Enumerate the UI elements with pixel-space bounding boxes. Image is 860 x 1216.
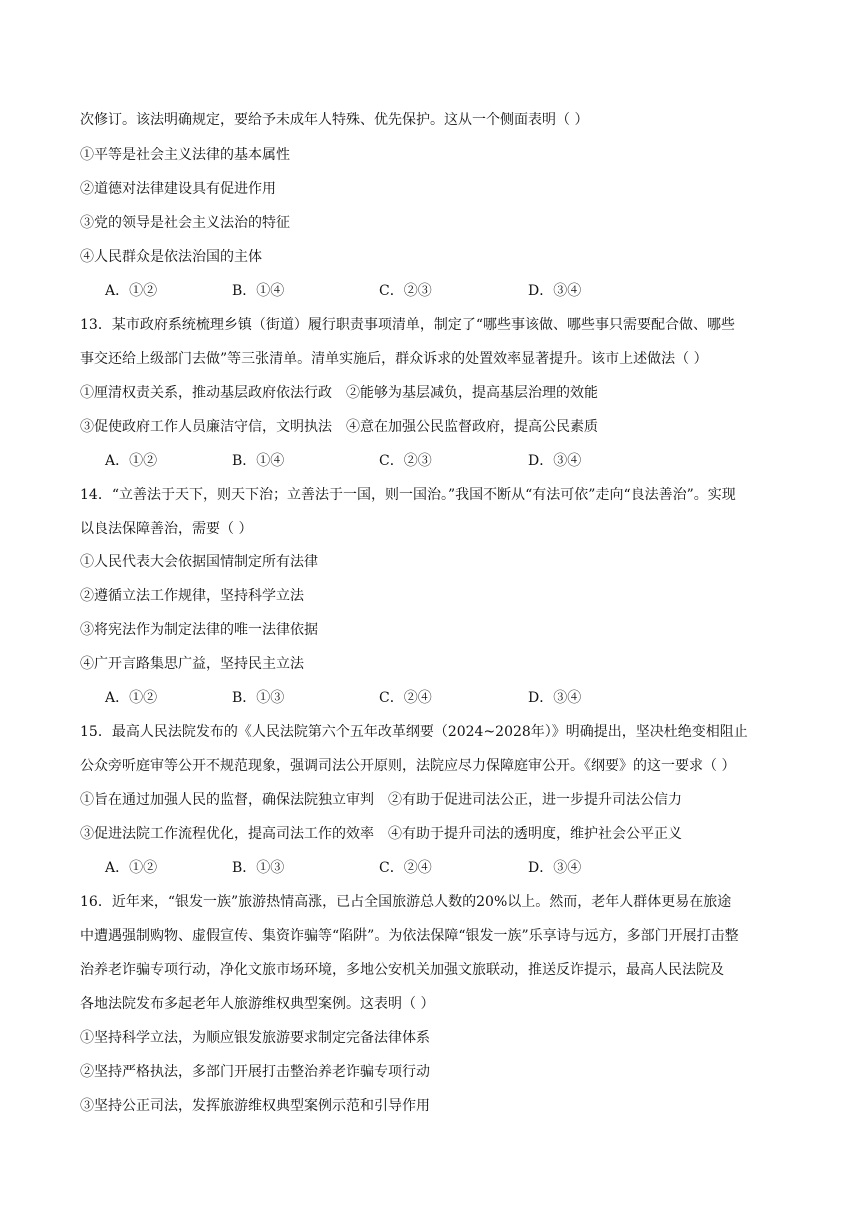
statement-item: ②坚持严格执法，多部门开展打击整治养老诈骗专项行动 [80, 1064, 430, 1080]
question-stem: 次修订。该法明确规定，要给予未成年人特殊、优先保护。这从一个侧面表明（ ） [80, 112, 589, 128]
statement-item: ①人民代表大会依据国情制定所有法律 [80, 554, 318, 570]
statement-item: ③将宪法作为制定法律的唯一法律依据 [80, 622, 318, 638]
question-stem: 各地法院发布多起老年人旅游维权典型案例。这表明（ ） [80, 996, 435, 1012]
option-c[interactable]: C．②③ [379, 453, 432, 469]
question-stem: 以良法保障善治，需要（ ） [80, 521, 253, 537]
question-stem: 14．“立善法于天下，则天下治；立善法于一国，则一国治。”我国不断从“有法可依”走向“良法善治”。实现 [80, 487, 736, 503]
statement-item: ④人民群众是依法治国的主体 [80, 249, 262, 265]
option-d[interactable]: D．③④ [528, 690, 582, 706]
option-d[interactable]: D．③④ [528, 860, 582, 876]
statement-item: ①平等是社会主义法律的基本属性 [80, 147, 290, 163]
option-a[interactable]: A．①② [105, 690, 158, 706]
option-a[interactable]: A．①② [105, 453, 158, 469]
question-stem: 事交还给上级部门去做”等三张清单。清单实施后，群众诉求的处置效率显著提升。该市上述做法（ ） [80, 351, 708, 367]
option-b[interactable]: B．①④ [232, 283, 285, 299]
statement-item: ③党的领导是社会主义法治的特征 [80, 215, 290, 231]
option-d[interactable]: D．③④ [528, 283, 582, 299]
statement-item: ③促使政府工作人员廉洁守信，文明执法 ④意在加强公民监督政府，提高公民素质 [80, 419, 598, 435]
statement-item: ④广开言路集思广益，坚持民主立法 [80, 656, 304, 672]
option-c[interactable]: C．②④ [379, 860, 432, 876]
option-b[interactable]: B．①③ [232, 690, 285, 706]
statement-item: ②道德对法律建设具有促进作用 [80, 181, 276, 197]
question-stem: 16．近年来，“银发一族”旅游热情高涨，已占全国旅游总人数的20%以上。然而，老年人群体更易在旅途 [80, 894, 732, 910]
statement-item: ②遵循立法工作规律，坚持科学立法 [80, 588, 304, 604]
statement-item: ③促进法院工作流程优化，提高司法工作的效率 ④有助于提升司法的透明度，维护社会公平正义 [80, 826, 682, 842]
statement-item: ③坚持公正司法，发挥旅游维权典型案例示范和引导作用 [80, 1098, 430, 1114]
statement-item: ①旨在通过加强人民的监督，确保法院独立审判 ②有助于促进司法公正，进一步提升司法公信力 [80, 792, 682, 808]
option-b[interactable]: B．①③ [232, 860, 285, 876]
question-stem: 治养老诈骗专项行动，净化文旅市场环境，多地公安机关加强文旅联动，推送反诈提示，最高人民法院及 [80, 962, 724, 978]
option-c[interactable]: C．②④ [379, 690, 432, 706]
statement-item: ①坚持科学立法，为顺应银发旅游要求制定完备法律体系 [80, 1030, 430, 1046]
statement-item: ①厘清权责关系，推动基层政府依法行政 ②能够为基层减负，提高基层治理的效能 [80, 385, 598, 401]
question-stem: 中遭遇强制购物、虚假宣传、集资诈骗等“陷阱”。为依法保障“银发一族”乐享诗与远方，多部门开展打击整 [80, 928, 739, 944]
question-stem: 13．某市政府系统梳理乡镇（街道）履行职责事项清单，制定了“哪些事该做、哪些事只需要配合做、哪些 [80, 317, 735, 333]
option-a[interactable]: A．①② [105, 283, 158, 299]
question-stem: 15．最高人民法院发布的《人民法院第六个五年改革纲要（2024~2028年）》明确提出，坚决杜绝变相阻止 [80, 724, 748, 740]
option-c[interactable]: C．②③ [379, 283, 432, 299]
option-b[interactable]: B．①④ [232, 453, 285, 469]
option-d[interactable]: D．③④ [528, 453, 582, 469]
option-a[interactable]: A．①② [105, 860, 158, 876]
question-stem: 公众旁听庭审等公开不规范现象，强调司法公开原则，法院应尽力保障庭审公开。《纲要》的这一要求（ ） [80, 758, 736, 774]
